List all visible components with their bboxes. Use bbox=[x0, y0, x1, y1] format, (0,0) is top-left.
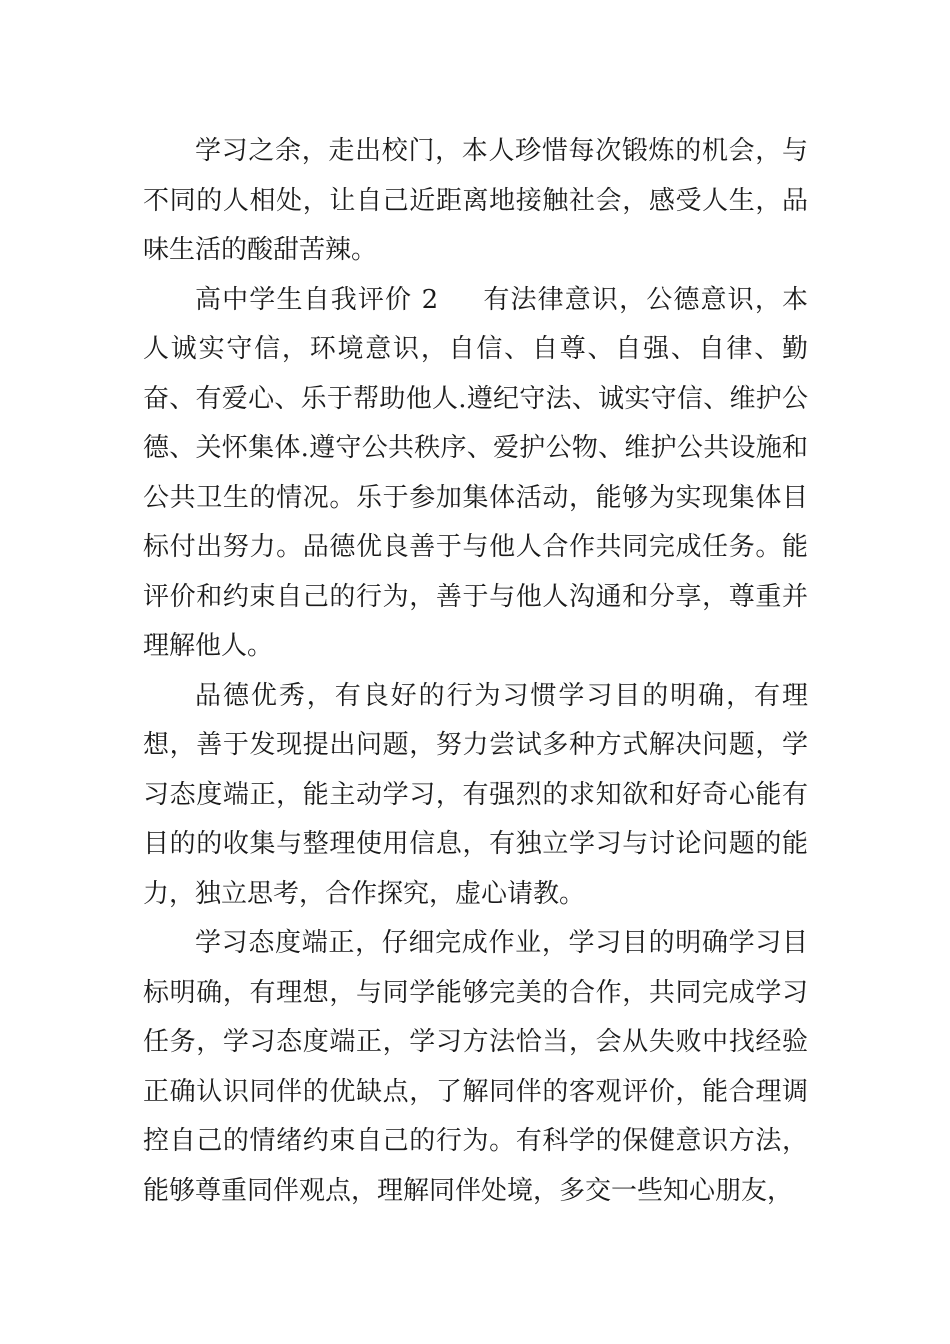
paragraph-1 bbox=[143, 127, 808, 276]
paragraph-2-text: 有法律意识，公德意识，本人诚实守信，环境意识，自信、自尊、自强、自律、勤奋、有爱心、乐于帮助他人.遵纪守法、诚实守信、维护公德、关怀集体.遵守公共秩序、爱护公物、维护公共设施和公共卫生的情况。乐于参加集体活动，能够为实现集体目标付出努力。品德优良善于与他人合作共同完成任务。能评价和约束自己的行为，善于与他人沟通和分享，尊重并理解他人。 bbox=[143, 284, 808, 661]
paragraph-3 bbox=[143, 672, 808, 920]
paragraph-4-text: 学习态度端正，仔细完成作业，学习目的明确学习目标明确，有理想，与同学能够完美的合作，共同完成学习任务，学习态度端正，学习方法恰当，会从失败中找经验正确认识同伴的优缺点，了解同伴的客观评价，能合理调控自己的情绪约束自己的行为。有科学的保健意识方法，能够尊重同伴观点，理解同伴处境，多交一些知心朋友， bbox=[143, 928, 808, 1206]
section-heading: 高中学生自我评价 2 bbox=[195, 284, 439, 315]
paragraph-2 bbox=[143, 276, 808, 672]
paragraph-4 bbox=[143, 919, 808, 1216]
paragraph-3-text: 品德优秀，有良好的行为习惯学习目的明确，有理想，善于发现提出问题，努力尝试多种方式解决问题，学习态度端正，能主动学习，有强烈的求知欲和好奇心能有目的的收集与整理使用信息，有独立学习与讨论问题的能力，独立思考，合作探究，虚心请教。 bbox=[143, 680, 808, 909]
document-body bbox=[143, 127, 808, 1216]
paragraph-1-text: 学习之余，走出校门，本人珍惜每次锻炼的机会，与不同的人相处，让自己近距离地接触社会，感受人生，品味生活的酸甜苦辣。 bbox=[143, 136, 808, 265]
